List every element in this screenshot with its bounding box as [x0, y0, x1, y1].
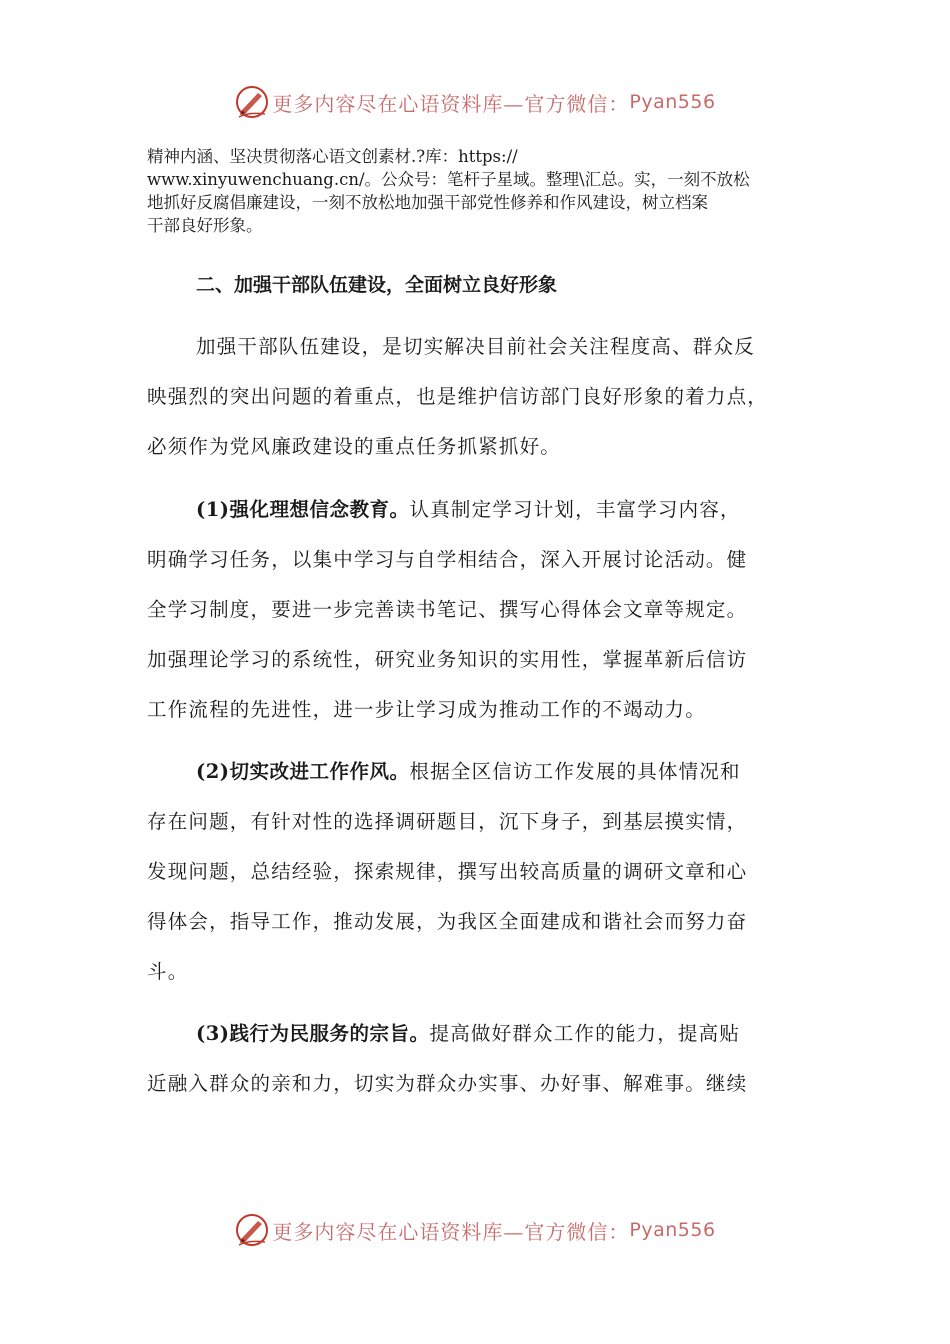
item-work-style [147, 758, 747, 1008]
item-text: 根据全区信访工作发展的具体情况和 [409, 760, 741, 783]
paragraph-line: 发现问题，总结经验，探索规律，撰写出较高质量的调研文章和心 [147, 860, 748, 883]
paragraph-line [147, 496, 747, 546]
paragraph-intro [147, 333, 768, 483]
item-title: (3)践行为民服务的宗旨。 [196, 1022, 430, 1045]
item-title: (2)切实改进工作作风。 [196, 760, 410, 783]
watermark-wechat-id: Pyan556 [629, 91, 716, 113]
paragraph-line: 得体会，指导工作，推动发展，为我区全面建成和谐社会而努力奋 [147, 910, 748, 933]
section-heading: 二、加强干部队伍建设，全面树立良好形象 [196, 274, 558, 296]
intro-line: 干部良好形象。 [147, 216, 263, 235]
paragraph-line: 工作流程的先进性，进一步让学习成为推动工作的不竭动力。 [147, 698, 706, 721]
intro-paragraph [147, 145, 837, 237]
item-text: 认真制定学习计划，丰富学习内容， [409, 498, 741, 521]
paragraph-line [147, 758, 747, 808]
pen-logo-icon [234, 1212, 270, 1248]
item-ideals-education [147, 496, 747, 746]
item-text: 提高做好群众工作的能力，提高贴 [429, 1022, 741, 1045]
intro-line: 精神内涵、坚决贯彻落心语文创素材.?库：https:// [147, 147, 518, 166]
pen-logo-icon [234, 84, 270, 120]
paragraph-line: 全学习制度，要进一步完善读书笔记、撰写心得体会文章等规定。 [147, 598, 748, 621]
item-serve-people [147, 1020, 747, 1120]
paragraph-line: 斗。 [147, 960, 189, 983]
intro-line: www.xinyuwenchuang.cn/。公众号：笔杆子星域。整理\汇总。实，一刻不放松 [147, 170, 750, 189]
paragraph-line: 加强理论学习的系统性，研究业务知识的实用性，掌握革新后信访 [147, 648, 748, 671]
header-watermark [0, 80, 950, 124]
watermark-text: 更多内容尽在心语资料库—官方微信： [272, 1219, 630, 1244]
intro-line: 地抓好反腐倡廉建设，一刻不放松地加强干部党性修养和作风建设，树立档案 [147, 193, 708, 212]
paragraph-line: 明确学习任务，以集中学习与自学相结合，深入开展讨论活动。健 [147, 548, 748, 571]
paragraph-line: 必须作为党风廉政建设的重点任务抓紧抓好。 [147, 435, 562, 458]
paragraph-line: 加强干部队伍建设，是切实解决目前社会关注程度高、群众反 [196, 335, 755, 358]
watermark-text: 更多内容尽在心语资料库—官方微信： [272, 91, 630, 116]
paragraph-line: 映强烈的突出问题的着重点，也是维护信访部门良好形象的着力点， [147, 385, 769, 408]
footer-watermark [0, 1208, 950, 1252]
watermark-wechat-id: Pyan556 [629, 1219, 716, 1241]
paragraph-line: 近融入群众的亲和力，切实为群众办实事、办好事、解难事。继续 [147, 1072, 748, 1095]
paragraph-line [147, 1020, 747, 1070]
paragraph-line: 存在问题，有针对性的选择调研题目，沉下身子，到基层摸实情， [147, 810, 748, 833]
item-title: (1)强化理想信念教育。 [196, 498, 410, 521]
